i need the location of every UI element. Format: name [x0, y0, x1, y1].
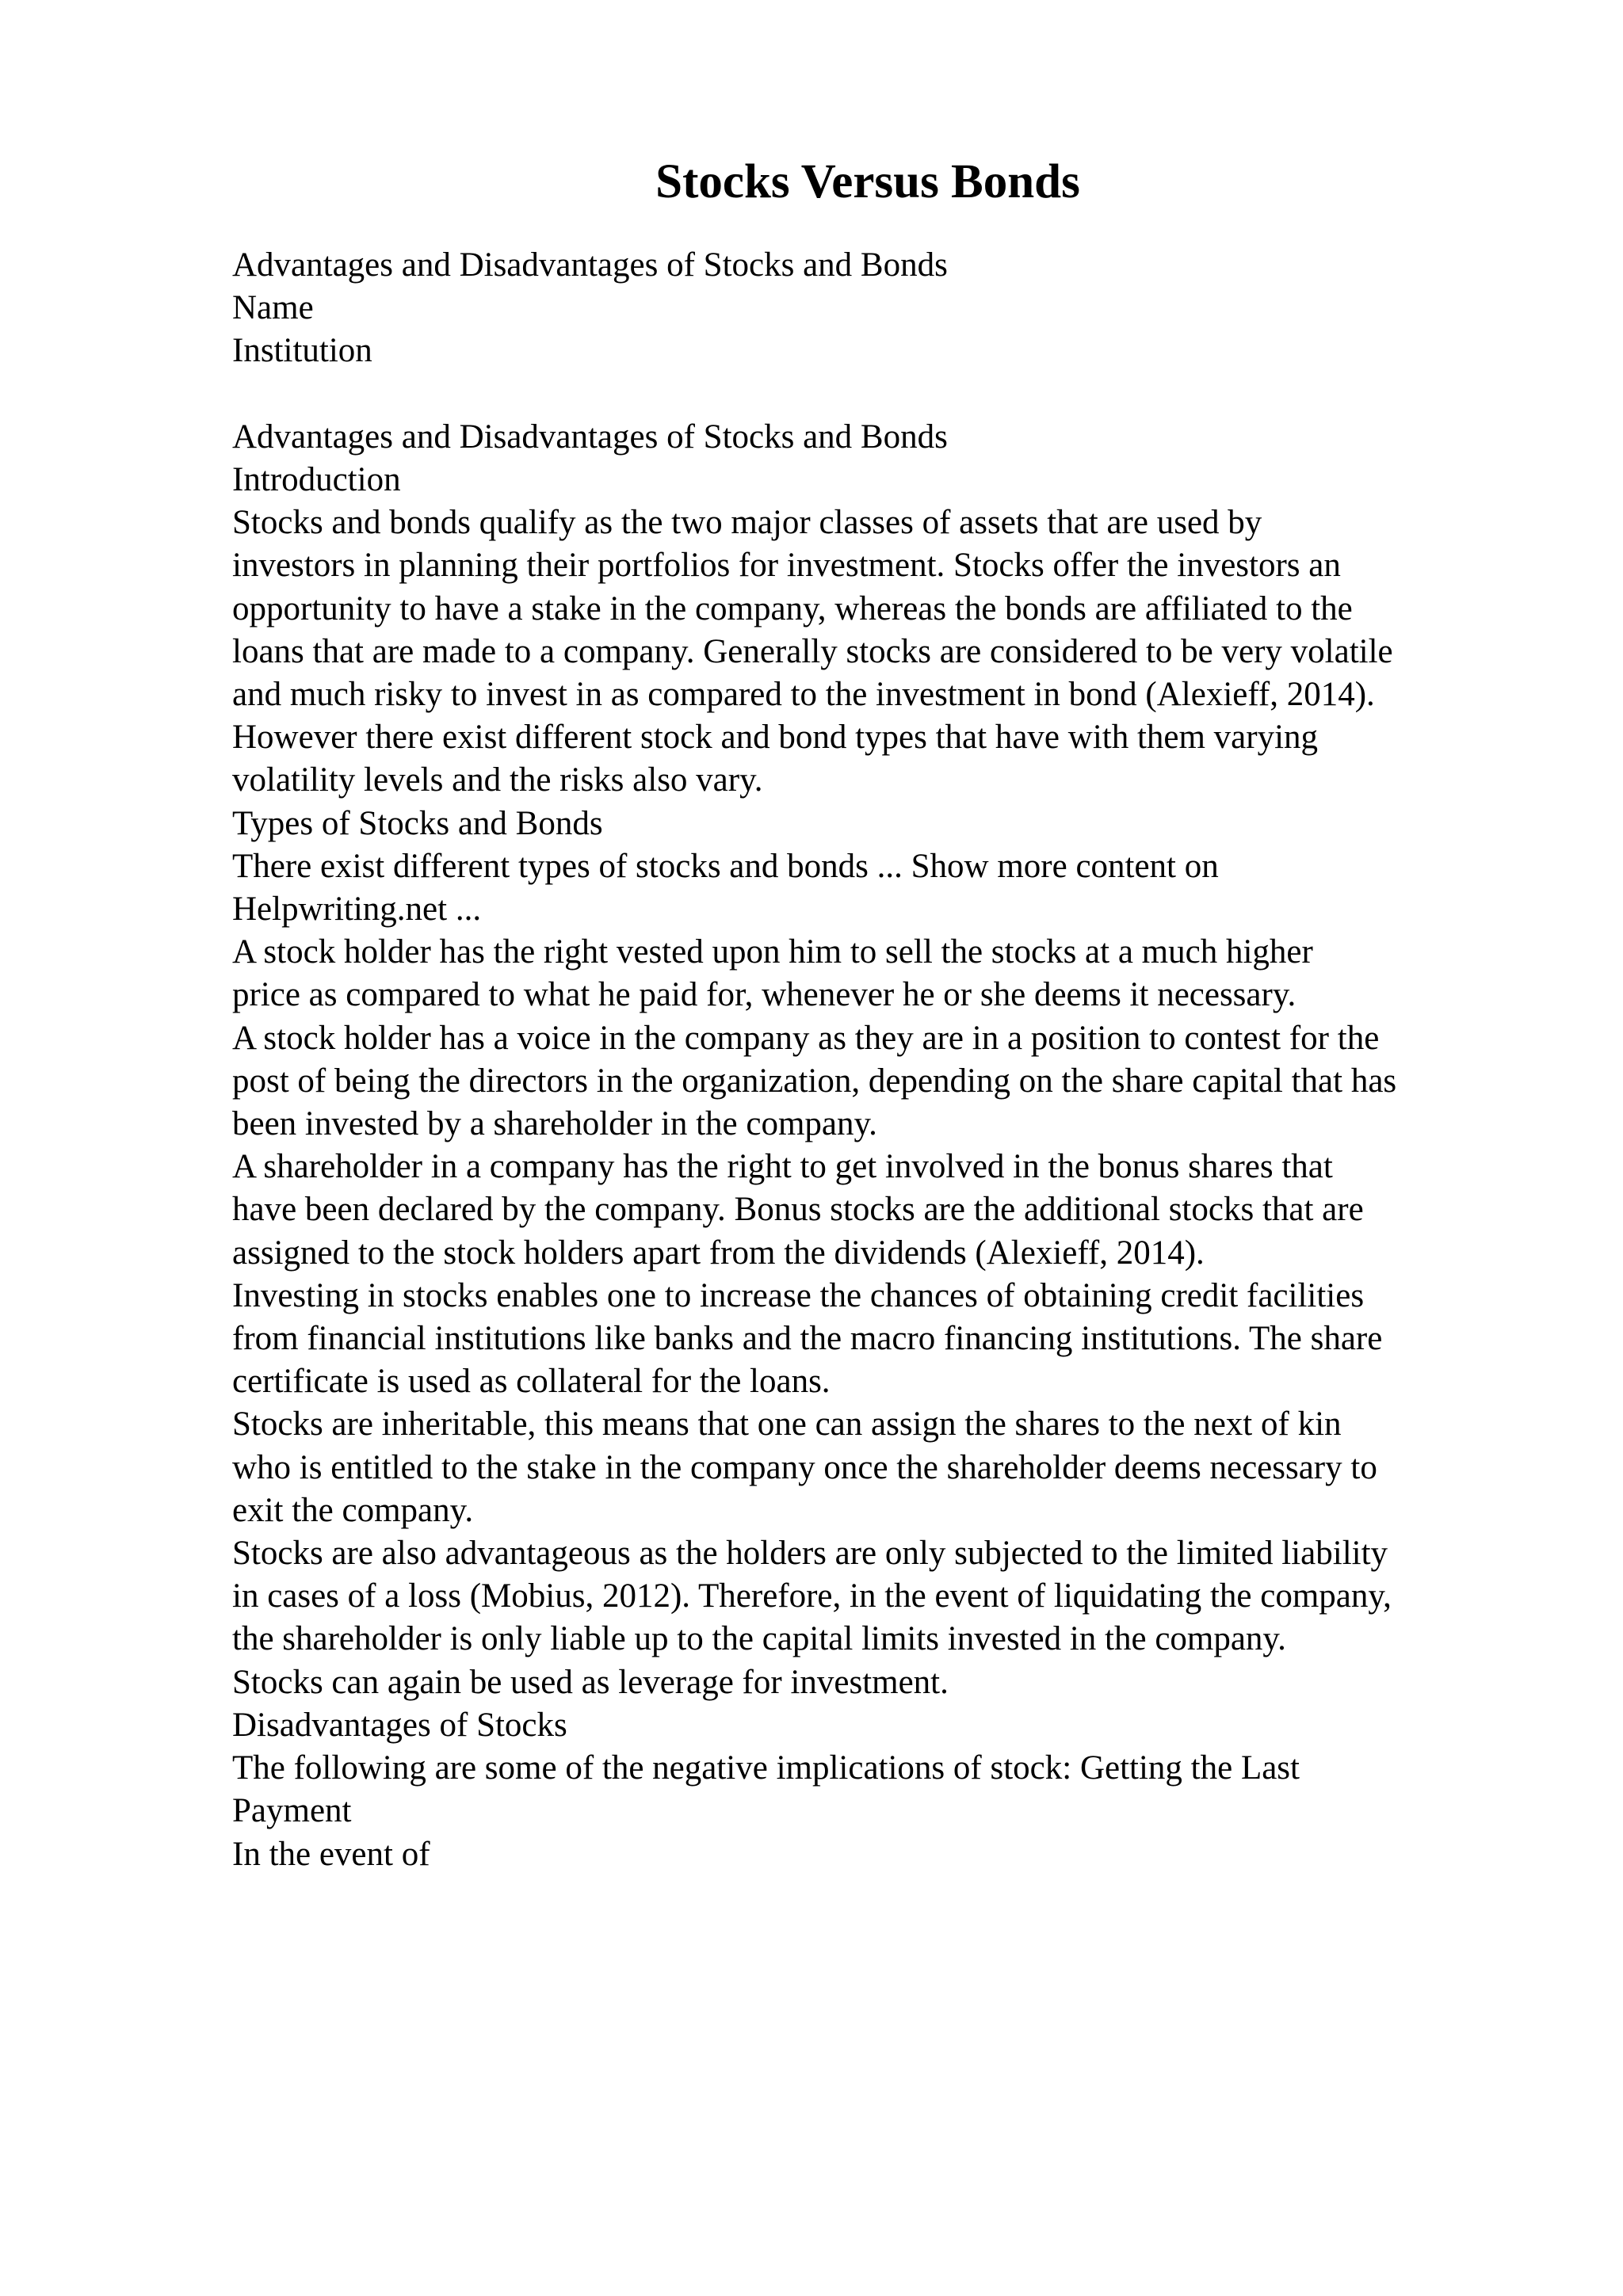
paragraph-line: in cases of a loss (Mobius, 2012). Therefore, in the event of liquidating the company, [232, 1577, 1392, 1615]
section-heading: Types of Stocks and Bonds [232, 804, 603, 842]
paragraph-line: the shareholder is only liable up to the capital limits invested in the company. [232, 1620, 1286, 1658]
paragraph-line: A stock holder has a voice in the company as they are in a position to contest for the [232, 1019, 1380, 1057]
paragraph-line: A stock holder has the right vested upon him to sell the stocks at a much higher [232, 933, 1313, 971]
paragraph-line: In the event of [232, 1835, 430, 1873]
paragraph-line: Helpwriting.net ... [232, 891, 482, 929]
section-heading: Introduction [232, 461, 401, 498]
paragraph-line: from financial institutions like banks and the macro financing institutions. The share [232, 1320, 1383, 1358]
paragraph-line: price as compared to what he paid for, whenever he or she deems it necessary. [232, 976, 1296, 1014]
paragraph-line: who is entitled to the stake in the company once the shareholder deems necessary to [232, 1448, 1377, 1486]
paragraph-line: and much risky to invest in as compared to the investment in bond (Alexieff, 2014). [232, 676, 1375, 714]
header-line-institution: Institution [232, 332, 372, 370]
section-heading: Disadvantages of Stocks [232, 1706, 567, 1744]
paragraph-line: opportunity to have a stake in the company, whereas the bonds are affiliated to the [232, 589, 1353, 627]
paragraph-line: A shareholder in a company has the right to get involved in the bonus shares that [232, 1148, 1333, 1186]
paragraph-line: There exist different types of stocks and bonds ... Show more content on [232, 847, 1219, 885]
paragraph-line: loans that are made to a company. Generally stocks are considered to be very volatile [232, 632, 1393, 670]
paragraph-line: Investing in stocks enables one to increase the chances of obtaining credit facilities [232, 1276, 1365, 1314]
paragraph-line: volatility levels and the risks also vary. [232, 761, 763, 799]
document-body [232, 244, 1500, 1876]
paragraph-line: assigned to the stock holders apart from the dividends (Alexieff, 2014). [232, 1234, 1205, 1272]
paragraph-line: However there exist different stock and bond types that have with them varying [232, 719, 1319, 757]
paragraph-line: been invested by a shareholder in the company. [232, 1105, 877, 1143]
paragraph-line: certificate is used as collateral for the loans. [232, 1363, 831, 1401]
paragraph-line: The following are some of the negative implications of stock: Getting the Last [232, 1749, 1300, 1787]
header-line-name: Name [232, 289, 314, 327]
paragraph-line: Payment [232, 1792, 352, 1830]
paragraph-line: Stocks can again be used as leverage for investment. [232, 1663, 949, 1701]
document-title: Stocks Versus Bonds [655, 155, 1080, 208]
paragraph-line: Stocks are also advantageous as the holders are only subjected to the limited liability [232, 1535, 1388, 1573]
section-heading: Advantages and Disadvantages of Stocks and Bonds [232, 418, 948, 456]
paragraph-line: post of being the directors in the organization, depending on the share capital that has [232, 1062, 1397, 1100]
paragraph-line: exit the company. [232, 1491, 474, 1529]
header-line-subtitle: Advantages and Disadvantages of Stocks and Bonds [232, 246, 948, 284]
paragraph-line: Stocks and bonds qualify as the two major classes of assets that are used by [232, 504, 1262, 542]
paragraph-line: have been declared by the company. Bonus stocks are the additional stocks that are [232, 1191, 1364, 1229]
paragraph-line: Stocks are inheritable, this means that one can assign the shares to the next of kin [232, 1405, 1342, 1444]
paragraph-line: investors in planning their portfolios for investment. Stocks offer the investors an [232, 547, 1341, 585]
blank-line [232, 373, 1500, 416]
